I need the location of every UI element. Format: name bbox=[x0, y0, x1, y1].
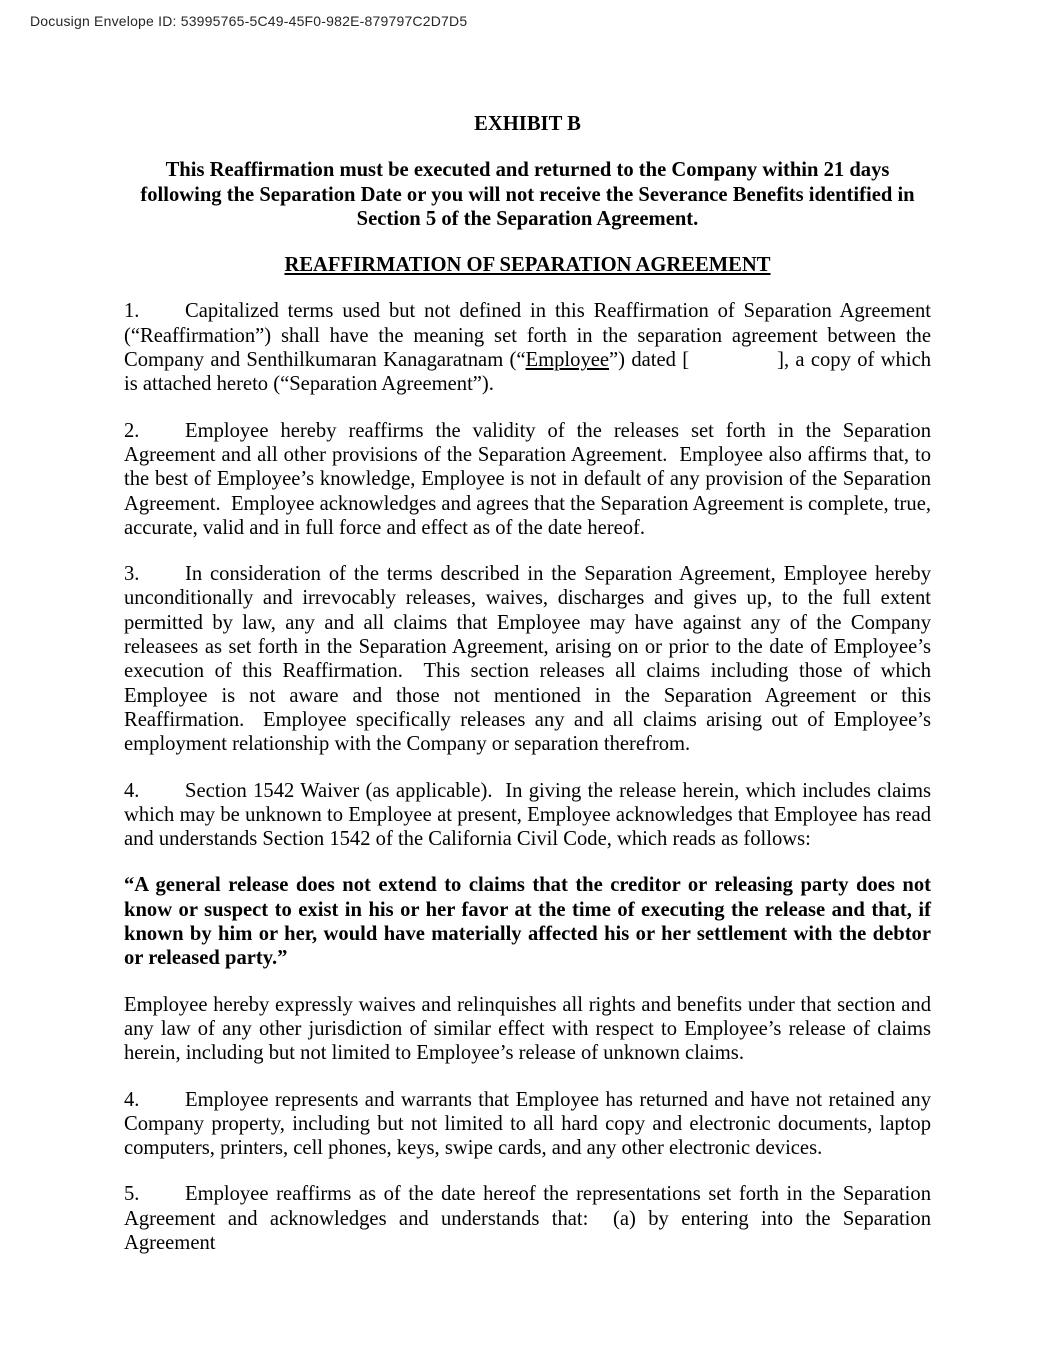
paragraph-4-text: Section 1542 Waiver (as applicable). In giving the release herein, which includes claims which may be unknown to Employee at present, Employee acknowledges that Employee has read and understands Section 1542 of the California Civil Code, which reads as follows: bbox=[124, 779, 931, 851]
paragraph-5-text: Employee reaffirms as of the date hereof the representations set forth in the Separation Agreement and acknowledges and understands that: (a) by entering into the Separation Agreement bbox=[124, 1183, 931, 1254]
paragraph-1 bbox=[124, 299, 931, 396]
docusign-envelope-id: Docusign Envelope ID: 53995765-5C49-45F0-982E-879797C2D7D5 bbox=[30, 13, 468, 29]
paragraph-5-number: 5. bbox=[124, 1183, 140, 1206]
paragraph-4 bbox=[124, 779, 931, 852]
exhibit-title: EXHIBIT B bbox=[474, 113, 581, 135]
paragraph-2 bbox=[124, 419, 931, 540]
waiver-paragraph: Employee hereby expressly waives and relinquishes all rights and benefits under that section and any law of any other jurisdiction of similar effect with respect to Employee’s release of claims herein, including but not limited to Employee’s release of unknown claims. bbox=[124, 993, 931, 1065]
paragraph-3-number: 3. bbox=[124, 563, 140, 586]
document-heading: REAFFIRMATION OF SEPARATION AGREEMENT bbox=[284, 254, 771, 277]
paragraph-4b-text: Employee represents and warrants that Employee has returned and have not retained any Company property, including but not limited to all hard copy and electronic documents, laptop computers, printers, cell phones, keys, swipe cards, and any other electronic devices. bbox=[124, 1088, 931, 1160]
employee-defined-term: Employee bbox=[525, 349, 610, 372]
civil-code-1542-quote: “A general release does not extend to claims that the creditor or releasing party does not know or suspect to exist in his or her favor at the time of executing the release and that, if known by him or her, would have materially affected his or her settlement with the debtor or released party.” bbox=[124, 874, 931, 970]
paragraph-5 bbox=[124, 1182, 931, 1255]
notice-paragraph: This Reaffirmation must be executed and returned to the Company within 21 days following the Separation Date or you will not receive the Severance Benefits identified in Section 5 of the Separation Agreement. bbox=[140, 159, 915, 230]
paragraph-2-text: Employee hereby reaffirms the validity of the releases set forth in the Separation Agreement and all other provisions of the Separation Agreement. Employee also affirms that, to the best of Employee’s knowledge, Employee is not in default of any provision of the Separation Agreement. Employee acknowledges and agrees that the Separation Agreement is complete, true, accurate, valid and in full force and effect as of the date hereof. bbox=[124, 419, 931, 539]
paragraph-4b-number: 4. bbox=[124, 1088, 140, 1111]
paragraph-1-text: Capitalized terms used but not defined in this Reaffirmation of Separation Agreement (“Reaffirmation”) shall have the meaning set forth in the separation agreement between the Company and Senthilkumaran Kanagaratnam (“ bbox=[124, 300, 931, 372]
paragraph-1-text-dated: ”) dated [ bbox=[609, 349, 690, 372]
paragraph-3 bbox=[124, 562, 931, 756]
paragraph-4-number: 4. bbox=[124, 779, 140, 802]
paragraph-3-text: In consideration of the terms described in the Separation Agreement, Employee hereby unconditionally and irrevocably releases, waives, discharges and gives up, to the full extent permitted by law, any and all claims that Employee may have against any of the Company releasees as set forth in the Separation Agreement, arising on or prior to the date of Employee’s execution of this Reaffirmation. This section releases all claims including those of which Employee is not aware and those not mentioned in the Separation Agreement or this Reaffirmation. Employee specifically releases any and all claims arising out of Employee’s employment relationship with the Company or separation therefrom. bbox=[124, 563, 931, 756]
paragraph-2-number: 2. bbox=[124, 419, 140, 442]
paragraph-1-number: 1. bbox=[124, 300, 140, 323]
paragraph-1-text-end: ], a copy of which is attached hereto (“Separation Agreement”). bbox=[124, 349, 932, 396]
paragraph-4b bbox=[124, 1088, 931, 1161]
document-content bbox=[124, 0, 931, 1277]
